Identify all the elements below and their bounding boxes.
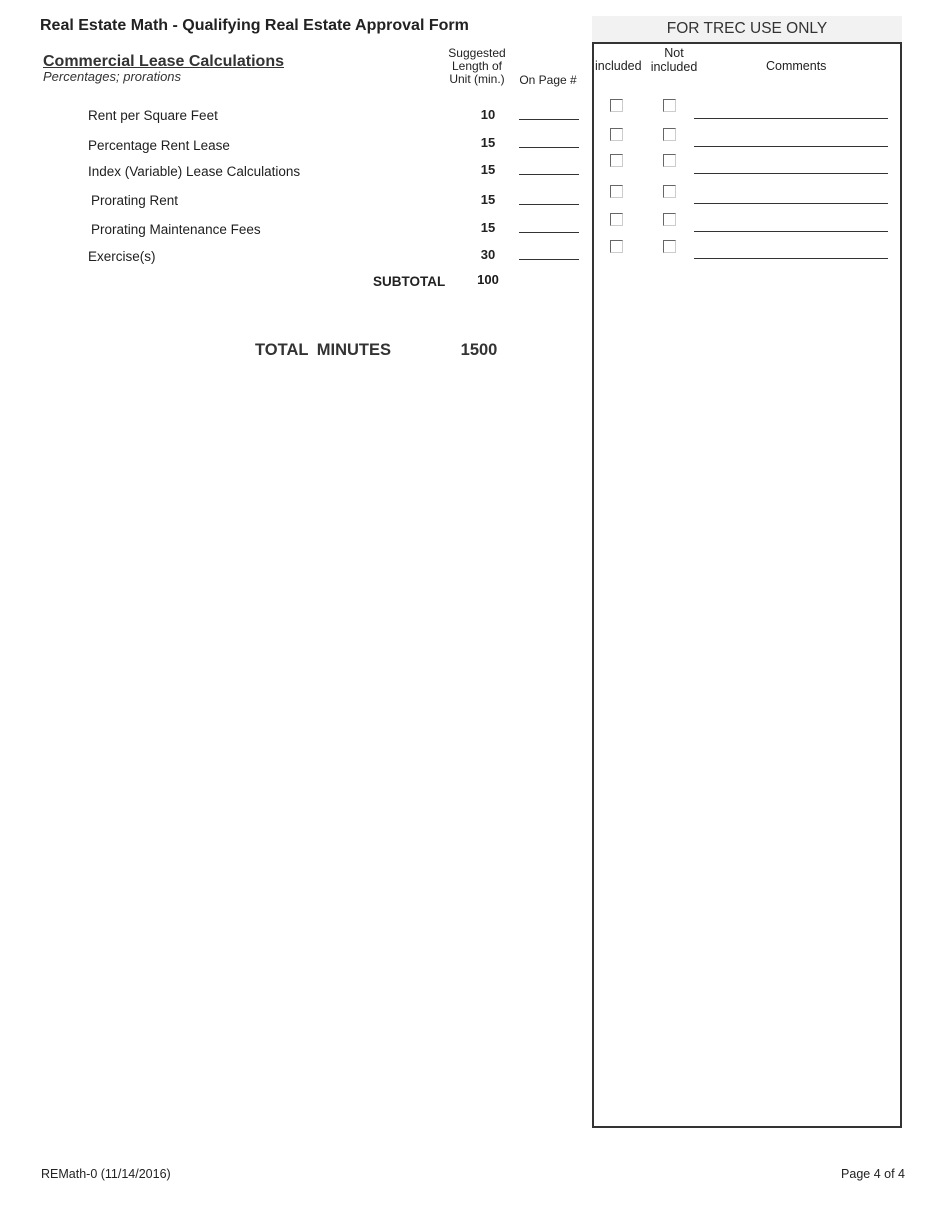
included-header: included — [595, 59, 642, 73]
not-included-checkbox[interactable] — [663, 128, 676, 141]
included-checkbox[interactable] — [610, 128, 623, 141]
row-minutes: 15 — [480, 162, 496, 177]
not-included-line1: Not — [664, 46, 684, 60]
included-checkbox[interactable] — [610, 185, 623, 198]
page-number: Page 4 of 4 — [841, 1167, 905, 1181]
comment-field[interactable] — [694, 118, 888, 119]
on-page-field[interactable] — [519, 147, 579, 148]
on-page-field[interactable] — [519, 119, 579, 120]
included-checkbox[interactable] — [610, 213, 623, 226]
on-page-field[interactable] — [519, 204, 579, 205]
included-checkbox[interactable] — [610, 99, 623, 112]
suggested-header-line3: Unit (min.) — [449, 72, 505, 86]
total-minutes-label: TOTAL MINUTES — [255, 341, 391, 359]
form-id: REMath-0 (11/14/2016) — [41, 1167, 171, 1181]
on-page-field[interactable] — [519, 232, 579, 233]
row-label-rent-per-square-feet: Rent per Square Feet — [88, 108, 218, 123]
row-minutes: 15 — [480, 135, 496, 150]
comment-field[interactable] — [694, 203, 888, 204]
total-minutes-value: 1500 — [460, 341, 498, 359]
not-included-header — [648, 46, 700, 74]
row-label-index-lease-calculations: Index (Variable) Lease Calculations — [88, 164, 301, 179]
comments-header: Comments — [766, 59, 827, 73]
included-checkbox[interactable] — [610, 154, 623, 167]
trec-use-panel — [592, 16, 902, 1128]
trec-panel-header: FOR TREC USE ONLY — [592, 16, 902, 44]
not-included-checkbox[interactable] — [663, 99, 676, 112]
row-label-percentage-rent-lease: Percentage Rent Lease — [88, 138, 230, 153]
row-minutes: 15 — [480, 220, 496, 235]
row-minutes: 10 — [480, 107, 496, 122]
suggested-length-header — [445, 47, 509, 86]
row-minutes: 15 — [480, 192, 496, 207]
section-title: Commercial Lease Calculations — [43, 53, 284, 70]
comment-field[interactable] — [694, 258, 888, 259]
form-title: Real Estate Math - Qualifying Real Estate Approval Form — [40, 17, 469, 34]
included-checkbox[interactable] — [610, 240, 623, 253]
not-included-checkbox[interactable] — [663, 185, 676, 198]
row-minutes: 30 — [480, 247, 496, 262]
on-page-field[interactable] — [519, 174, 579, 175]
row-label-prorating-maintenance-fees: Prorating Maintenance Fees — [91, 222, 261, 237]
comment-field[interactable] — [694, 146, 888, 147]
suggested-header-line2: Length of — [451, 59, 503, 73]
not-included-checkbox[interactable] — [663, 240, 676, 253]
subtotal-label: SUBTOTAL — [373, 274, 446, 289]
on-page-header: On Page # — [519, 73, 577, 87]
section-subtitle: Percentages; prorations — [43, 69, 182, 84]
not-included-line2: included — [650, 60, 698, 74]
not-included-checkbox[interactable] — [663, 213, 676, 226]
not-included-checkbox[interactable] — [663, 154, 676, 167]
comment-field[interactable] — [694, 231, 888, 232]
row-label-prorating-rent: Prorating Rent — [91, 193, 179, 208]
subtotal-value: 100 — [477, 272, 499, 287]
comment-field[interactable] — [694, 173, 888, 174]
row-label-exercises: Exercise(s) — [88, 249, 156, 264]
suggested-header-line1: Suggested — [448, 46, 506, 60]
on-page-field[interactable] — [519, 259, 579, 260]
